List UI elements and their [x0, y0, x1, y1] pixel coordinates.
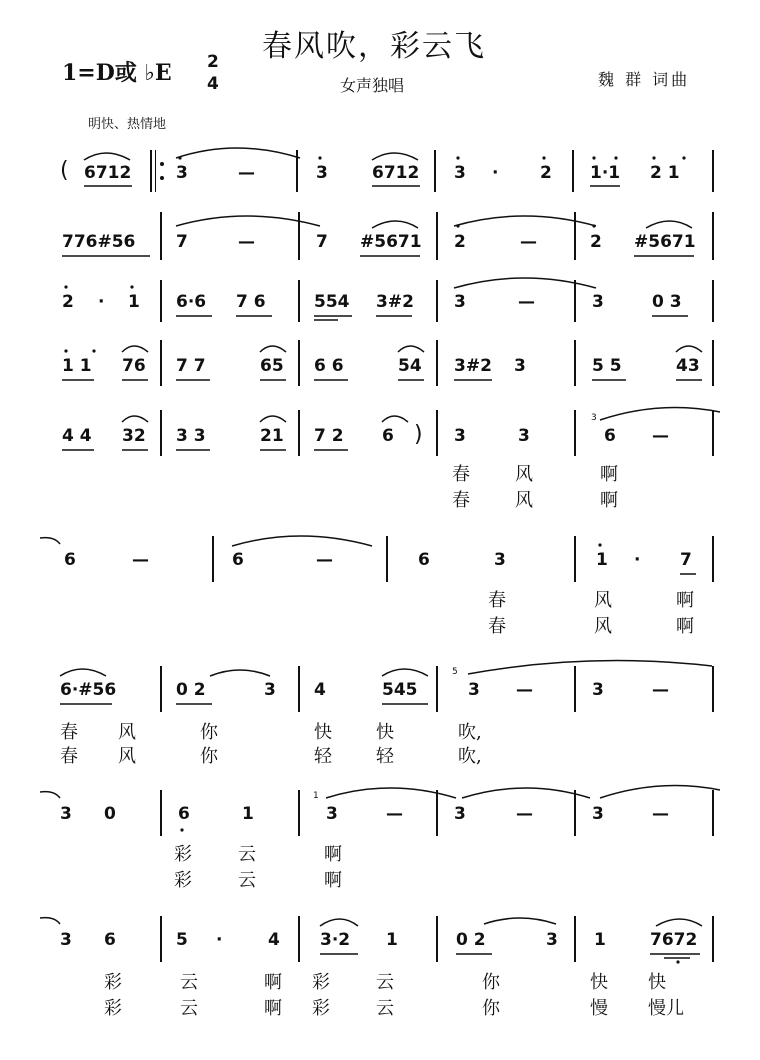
note: — [132, 550, 149, 570]
note: ) [414, 422, 423, 447]
note: 1 [386, 930, 398, 950]
slur [122, 346, 148, 352]
note: 6 [104, 930, 116, 950]
note: — [516, 804, 533, 824]
lyric: 啊 [600, 464, 618, 485]
note: 7 2 [314, 426, 344, 446]
note: 6·#56 [60, 680, 117, 700]
grace-note: 1 [313, 791, 319, 801]
note: 3 [454, 804, 466, 824]
lyric: 彩 [312, 998, 330, 1019]
slur [382, 669, 428, 676]
slur [40, 538, 60, 544]
lyric: 快 [314, 722, 332, 743]
note: 3 [60, 930, 72, 950]
slur [372, 221, 418, 228]
octave-dot [318, 156, 321, 159]
note: — [238, 163, 255, 183]
note: 0 3 [652, 292, 682, 312]
slur [454, 216, 596, 226]
lyric: 啊 [324, 870, 342, 891]
note: 21 [260, 426, 284, 446]
note: 4 [268, 930, 280, 950]
lyric: 彩 [104, 972, 122, 993]
note: — [652, 426, 669, 446]
note: 3 [592, 292, 604, 312]
note: 0 2 [176, 680, 206, 700]
note: 6 [382, 426, 394, 446]
lyric: 啊 [264, 972, 282, 993]
lyric: 春 [60, 722, 78, 743]
note: — [652, 680, 669, 700]
slur [600, 786, 720, 799]
note: 3 [494, 550, 506, 570]
lyric: 彩 [174, 844, 192, 865]
octave-dot-low [676, 960, 679, 963]
note: 3 [264, 680, 276, 700]
note: 4 [314, 680, 326, 700]
note: 1 [594, 930, 606, 950]
octave-dot [542, 156, 545, 159]
lyric: 慢儿 [648, 998, 684, 1019]
note: 3 [518, 426, 530, 446]
lyric: 彩 [104, 998, 122, 1019]
note: 6 [418, 550, 430, 570]
note: 1 1 [62, 356, 92, 376]
lyric: 春 [452, 490, 470, 511]
note: — [386, 804, 403, 824]
note: 6 [64, 550, 76, 570]
lyric: 春 [60, 746, 78, 767]
lyric: 你 [482, 998, 500, 1019]
note: 6 6 [314, 356, 344, 376]
octave-dot [592, 156, 595, 159]
lyric: 啊 [676, 616, 694, 637]
key-signature: 1=D或 ♭E [62, 60, 172, 86]
note: 3 [454, 292, 466, 312]
lyric: 轻 [314, 746, 332, 767]
note: 1 [128, 292, 140, 312]
note: 7 [176, 232, 188, 252]
note: 7 [316, 232, 328, 252]
credits: 魏 群 词曲 [598, 70, 691, 89]
note: 54 [398, 356, 422, 376]
slur [232, 536, 372, 546]
note: 3 [60, 804, 72, 824]
lyric: 快 [376, 722, 394, 743]
note: 3 3 [176, 426, 206, 446]
lyric: 啊 [324, 844, 342, 865]
slur [40, 918, 60, 924]
lyric: 云 [180, 972, 198, 993]
octave-dot [130, 285, 133, 288]
lyric: 彩 [312, 972, 330, 993]
grace-note: 5 [452, 667, 458, 677]
note: 3#2 [376, 292, 414, 312]
note: 6712 [84, 163, 132, 183]
note: — [316, 550, 333, 570]
octave-dot [178, 156, 181, 159]
lyric: 云 [376, 998, 394, 1019]
note: ( [60, 158, 69, 183]
slur [600, 408, 720, 421]
note: 76 [122, 356, 146, 376]
slur [84, 153, 130, 160]
octave-dot [92, 349, 95, 352]
lyric: 啊 [676, 590, 694, 611]
note: 3 [176, 163, 188, 183]
note: 0 [104, 804, 116, 824]
lyric: 风 [515, 464, 533, 485]
octave-dot-low [180, 828, 183, 831]
note: 1·1 [590, 163, 621, 183]
slur [484, 918, 556, 924]
slur [326, 788, 456, 798]
lyric: 轻 [376, 746, 394, 767]
note: 3 [316, 163, 328, 183]
note: 3 [326, 804, 338, 824]
note: 6·6 [176, 292, 207, 312]
slur [176, 148, 300, 158]
note: 7 7 [176, 356, 206, 376]
note: 5 5 [592, 356, 622, 376]
song-title: 春风吹，彩云飞 [262, 29, 486, 64]
note: 2 [590, 232, 602, 252]
lyric: 风 [118, 722, 136, 743]
octave-dot [64, 285, 67, 288]
note: 776#56 [62, 232, 136, 252]
note: 0 2 [456, 930, 486, 950]
slur [372, 153, 418, 160]
lyric: 春 [488, 590, 506, 611]
lyric: 你 [200, 746, 218, 767]
lyric: 你 [200, 722, 218, 743]
note: 545 [382, 680, 418, 700]
lyric: 快 [648, 972, 666, 993]
lyric: 云 [238, 844, 256, 865]
slur [210, 670, 270, 676]
lyric: 你 [482, 972, 500, 993]
lyric: 春 [488, 616, 506, 637]
note: 554 [314, 292, 350, 312]
slur [454, 278, 596, 288]
slur [60, 669, 106, 676]
slur [382, 416, 408, 422]
lyric: 吹, [458, 746, 482, 767]
slur [176, 216, 320, 226]
lyric: 慢 [590, 998, 608, 1019]
slur [468, 661, 712, 674]
slur [676, 346, 702, 352]
lyric: 吹, [458, 722, 482, 743]
note: 5 [176, 930, 188, 950]
note: #5671 [634, 232, 696, 252]
note: 43 [676, 356, 700, 376]
slur [320, 919, 358, 926]
note: 3·2 [320, 930, 351, 950]
lyric: 啊 [600, 490, 618, 511]
lyric: 春 [452, 464, 470, 485]
octave-dot [456, 156, 459, 159]
note: — [516, 680, 533, 700]
octave-dot [614, 156, 617, 159]
note: 2 [540, 163, 552, 183]
slur [398, 346, 424, 352]
note: 3 [546, 930, 558, 950]
note: 7672 [650, 930, 698, 950]
note: 65 [260, 356, 284, 376]
note: 3 [592, 804, 604, 824]
note: 1 [242, 804, 254, 824]
note: 6 [232, 550, 244, 570]
lyric: 啊 [264, 998, 282, 1019]
lyric: 快 [590, 972, 608, 993]
lyric: 风 [515, 490, 533, 511]
note: 1 [596, 550, 608, 570]
time-signature-bottom: 4 [207, 74, 219, 94]
slur [260, 346, 286, 352]
slur [646, 221, 692, 228]
slur [462, 788, 590, 798]
octave-dot [456, 224, 459, 227]
octave-dot [592, 224, 595, 227]
note: 32 [122, 426, 146, 446]
note: · [98, 292, 105, 312]
note: 4 4 [62, 426, 92, 446]
note: · [492, 163, 499, 183]
note: — [652, 804, 669, 824]
note: 3 [454, 163, 466, 183]
slur [260, 416, 286, 422]
lyric: 云 [238, 870, 256, 891]
tempo-marking: 明快、热情地 [88, 117, 167, 132]
note: 3 [468, 680, 480, 700]
note: 6712 [372, 163, 420, 183]
lyric: 风 [118, 746, 136, 767]
note: — [518, 292, 535, 312]
note: — [238, 232, 255, 252]
lyric: 风 [594, 616, 612, 637]
voice-type: 女声独唱 [340, 76, 405, 95]
note: 3 [592, 680, 604, 700]
slur [122, 416, 148, 422]
lyric: 云 [376, 972, 394, 993]
note: 7 [680, 550, 692, 570]
lyric: 风 [594, 590, 612, 611]
repeat-dot [160, 176, 164, 180]
note: 7 6 [236, 292, 266, 312]
time-signature-top: 2 [207, 52, 219, 72]
note: 2 [454, 232, 466, 252]
note: 3#2 [454, 356, 492, 376]
octave-dot [598, 543, 601, 546]
note: 3 [454, 426, 466, 446]
octave-dot [64, 349, 67, 352]
octave-dot [652, 156, 655, 159]
grace-note: 3 [591, 413, 597, 423]
note: · [634, 550, 641, 570]
note: 2 [62, 292, 74, 312]
note: 3 [514, 356, 526, 376]
lyric: 彩 [174, 870, 192, 891]
note: #5671 [360, 232, 422, 252]
octave-dot [682, 156, 685, 159]
lyric: 云 [180, 998, 198, 1019]
slur [656, 919, 702, 926]
note: · [216, 930, 223, 950]
note: 6 [604, 426, 616, 446]
repeat-dot [160, 162, 164, 166]
note: 6 [178, 804, 190, 824]
note: — [520, 232, 537, 252]
slur [40, 792, 60, 798]
note: 2 1 [650, 163, 680, 183]
